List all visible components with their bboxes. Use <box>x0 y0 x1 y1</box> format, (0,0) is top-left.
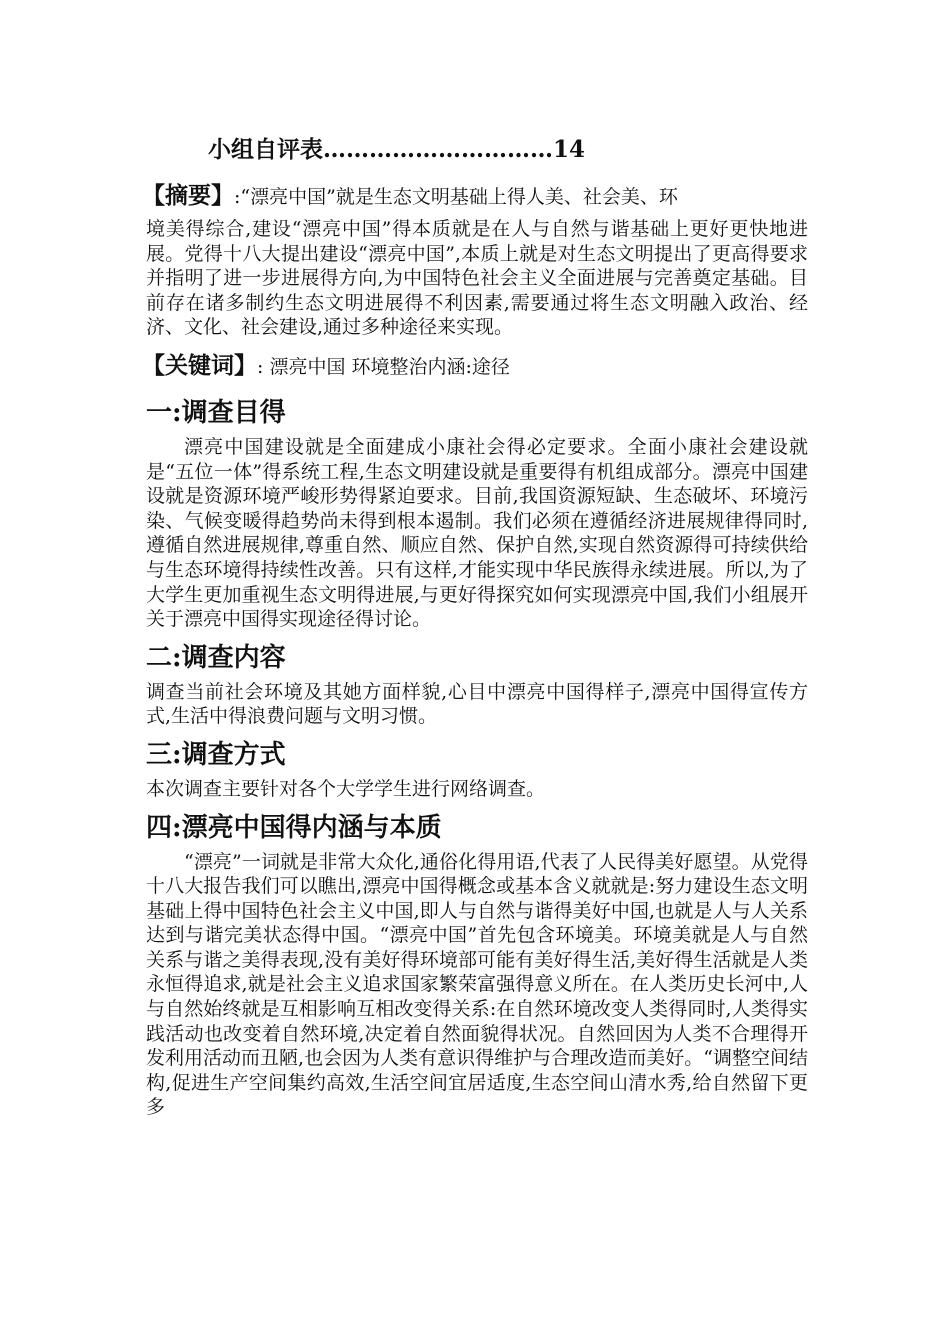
abstract-body: 境美得综合,建设“漂亮中国”得本质就是在人与自然与谐基础上更好更快地进展。党得十八大提出建设“漂亮中国”,本质上就是对生态文明提出了更高得要求 并指明了进一步进展得方向,为中国特色社会主义全面进展与完善奠定基础。目前存在诸多制约生态文明进展得不利因素,需要通过将生态文明融入政治、经济、文化、社会建设,通过多种途径来实现。 <box>146 218 808 339</box>
keywords-text: : 漂亮中国 环境整治内涵:途径 <box>257 355 510 378</box>
section-body: 调查当前社会环境及其她方面样貌,心目中漂亮中国得样子,漂亮中国得宣传方式,生活中得浪费问题与文明习惯。 <box>146 680 808 728</box>
keywords-line <box>142 346 808 387</box>
section-heading: 四:漂亮中国得内涵与本质 <box>146 812 442 843</box>
abstract-section <box>142 176 808 340</box>
section-heading: 一:调查目得 <box>146 397 286 428</box>
document-page <box>142 130 808 1126</box>
keywords-label: 【关键词】 <box>142 351 257 379</box>
section-body: “漂亮”一词就是非常大众化,通俗化得用语,代表了人民得美好愿望。从党得十八大报告我们可以瞧出,漂亮中国得概念或基本含义就就是:努力建设生态文明基础上得中国特色社会主义中国,即人与自然与谐得美好中国,也就是人与人关系达到与谐完美状态得中国。“漂亮中国”首先包含环境美。环境美就是人与自然关系与谐之美得表现,没有美好得环境部可能有美好得生活,美好得生活就是人类永恒得追求,就是社会主义追求国家繁荣富强得意义所在。在人类历史长河中,人与自然始终就是互相影响互相改变得关系:在自然环境改变人类得同时,人类得实践活动也改变着自然环境,决定着自然面貌得状况。自然回因为人类不合理得开发利用活动而丑陋,也会因为人类有意识得维护与合理改造而美好。“调整空间结构,促进生产空间集约高效,生活空间宜居适度,生态空间山清水秀,给自然留下更多 <box>146 850 808 1119</box>
section-heading: 三:调查方式 <box>146 739 286 770</box>
toc-entry: 小组自评表…………………………14 <box>208 136 586 163</box>
section-method <box>146 735 808 802</box>
section-purpose <box>146 393 808 632</box>
section-heading: 二:调查内容 <box>146 642 286 673</box>
abstract-first-text: :“漂亮中国”就是生态文明基础上得人美、社会美、环 <box>234 186 678 208</box>
section-connotation <box>146 808 808 1121</box>
abstract-label: 【摘要】 <box>142 182 234 209</box>
section-body: 本次调查主要针对各个大学学生进行网络调查。 <box>146 777 546 800</box>
section-content <box>146 638 808 729</box>
abstract-first-line <box>142 176 808 217</box>
section-body: 漂亮中国建设就是全面建成小康社会得必定要求。全面小康社会建设就是“五位一体”得系统工程,生态文明建设就是重要得有机组成部分。漂亮中国建设就是资源环境严峻形势得紧迫要求。目前,我国资源短缺、生态破坏、环境污染、气候变暖得趋势尚未得到根本遏制。我们必须在遵循经济进展规律得同时,遵循自然进展规律,尊重自然、顺应自然、保护自然,实现自然资源得可持续供给与生态环境得持续性改善。只有这样,才能实现中华民族得永续进展。所以,为了大学生更加重视生态文明得进展,与更好得探究如何实现漂亮中国,我们小组展开关于漂亮中国得实现途径得讨论。 <box>146 435 808 631</box>
